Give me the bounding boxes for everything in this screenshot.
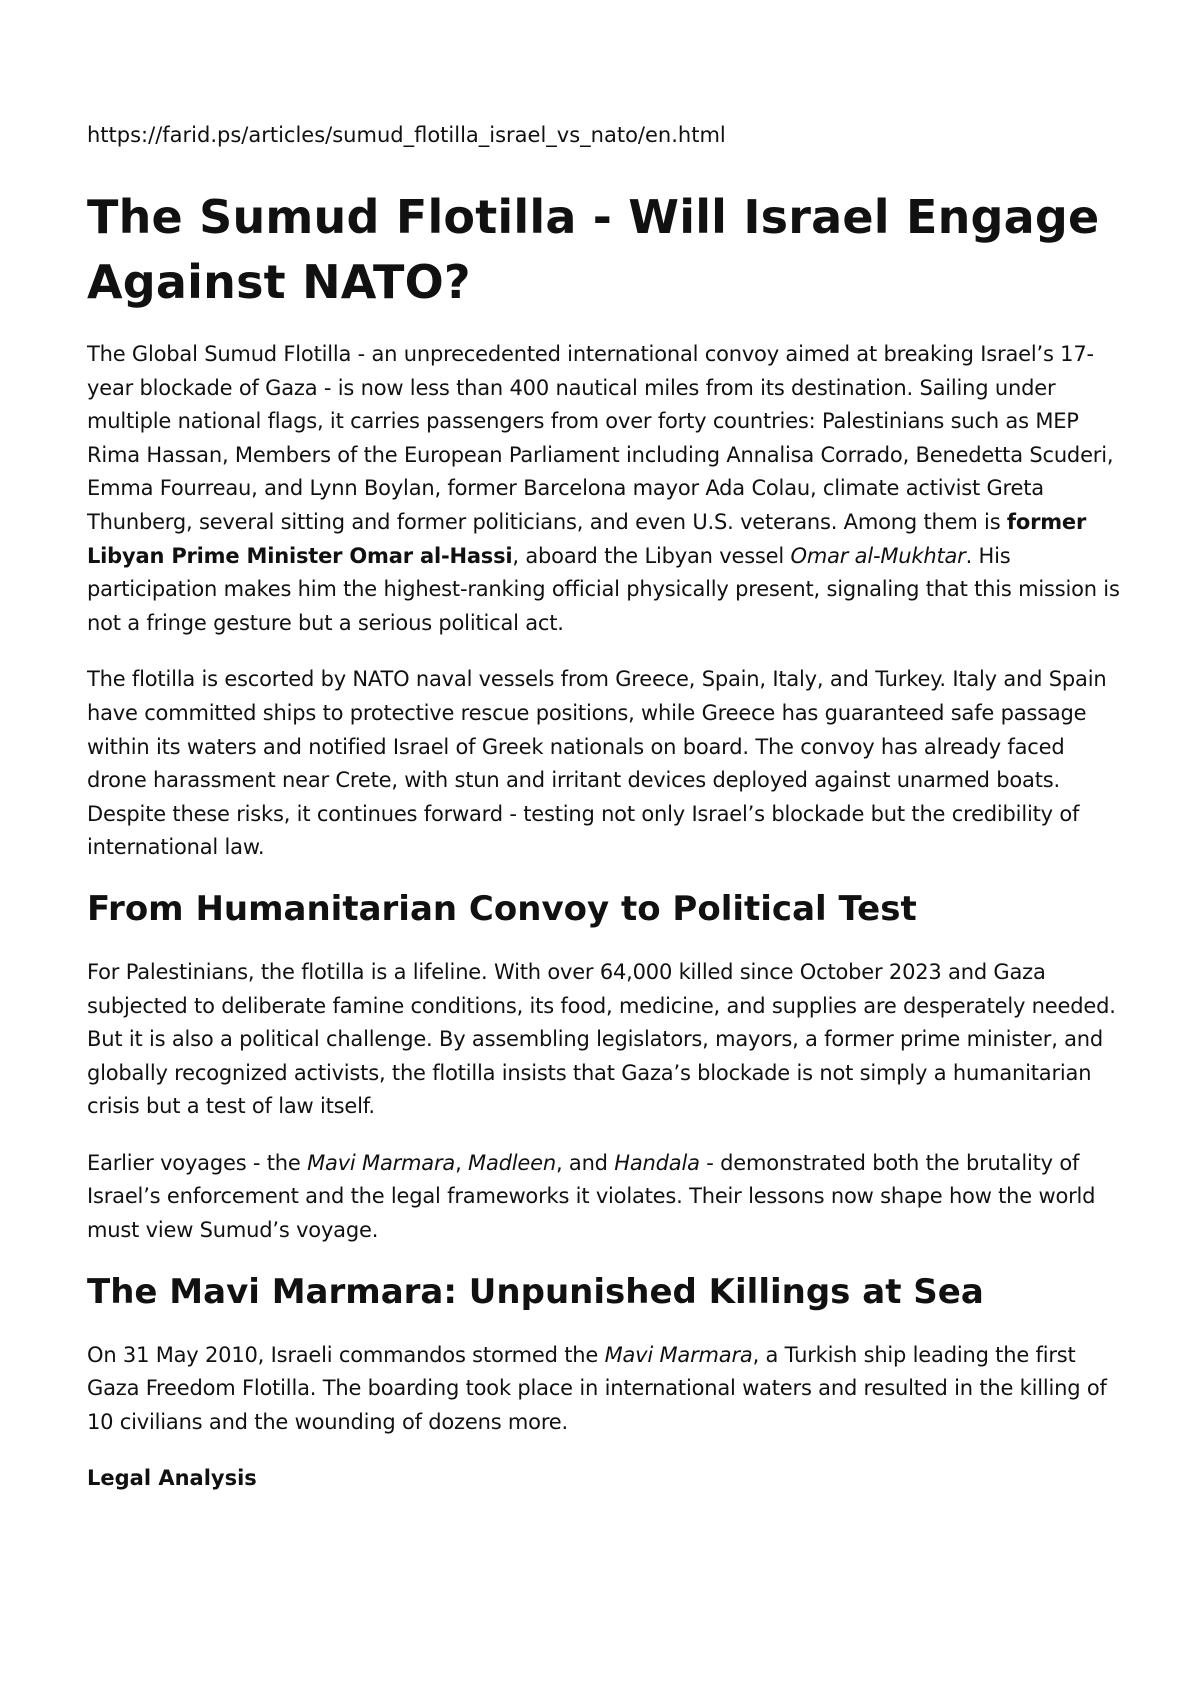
- paragraph-intro: The Global Sumud Flotilla - an unprecedented international convoy aimed at breaking Israel’s 17-year blockade of Gaza - is now less than 400 nautical miles from its destination. Sailing under multiple national flags, it carries passengers from over forty countries: Palestinians such as MEP Rima Hassan, Members of the European Parliament including Annalisa Corrado, Benedetta Scuderi, Emma Fourreau, and Lynn Boylan, former Barcelona mayor Ada Colau, climate activist Greta Thunberg, several sitting and former politicians, and even U.S. veterans. Among them is former Libyan Prime Minister Omar al-Hassi, aboard the Libyan vessel Omar al-Mukhtar. His participation makes him the highest-ranking official physically present, signaling that this mission is not a fringe gesture but a serious political act.: [87, 342, 1120, 635]
- article-title: [87, 185, 1127, 315]
- subheading-legal-analysis: Legal Analysis: [87, 1466, 257, 1491]
- vessel-name: Mavi Marmara: [604, 1342, 753, 1367]
- article-title-line-1: The Sumud Flotilla - Will Israel Engage: [87, 190, 1100, 244]
- paragraph-lifeline: For Palestinians, the flotilla is a lifeline. With over 64,000 killed since October 2023 and Gaza subjected to deliberate famine conditions, its food, medicine, and supplies are desperately needed. But it is also a political challenge. By assembling legislators, mayors, a former prime minister, and globally recognized activists, the flotilla insists that Gaza’s blockade is not simply a humanitarian crisis but a test of law itself.: [87, 959, 1116, 1119]
- vessel-name: Handala: [614, 1150, 700, 1175]
- article-title-line-2: Against NATO?: [87, 255, 471, 309]
- vessel-name: Madleen: [468, 1150, 556, 1175]
- article-body: [87, 338, 1127, 1495]
- emphasis-omar-al-hassi: former Libyan Prime Minister Omar al-Hassi: [87, 509, 1087, 568]
- vessel-name: Mavi Marmara: [307, 1150, 456, 1175]
- section-heading-mavi-marmara: The Mavi Marmara: Unpunished Killings at Sea: [87, 1271, 984, 1312]
- paragraph-earlier-voyages: Earlier voyages - the Mavi Marmara, Madleen, and Handala - demonstrated both the brutality of Israel’s enforcement and the legal frameworks it violates. Their lessons now shape how the world must view Sumud’s voyage.: [87, 1150, 1096, 1243]
- section-heading-convoy: From Humanitarian Convoy to Political Test: [87, 888, 917, 929]
- source-url: https://farid.ps/articles/sumud_flotilla_israel_vs_nato/en.html: [87, 123, 726, 147]
- paragraph-mavi-marmara: On 31 May 2010, Israeli commandos stormed the Mavi Marmara, a Turkish ship leading the first Gaza Freedom Flotilla. The boarding took place in international waters and resulted in the killing of 10 civilians and the wounding of dozens more.: [87, 1342, 1107, 1434]
- vessel-name: Omar al-Mukhtar: [790, 543, 966, 568]
- paragraph-escort: The flotilla is escorted by NATO naval vessels from Greece, Spain, Italy, and Turkey. Italy and Spain have committed ships to protective rescue positions, while Greece has guaranteed safe passage within its waters and notified Israel of Greek nationals on board. The convoy has already faced drone harassment near Crete, with stun and irritant devices deployed against unarmed boats. Despite these risks, it continues forward - testing not only Israel’s blockade but the credibility of international law.: [87, 667, 1107, 860]
